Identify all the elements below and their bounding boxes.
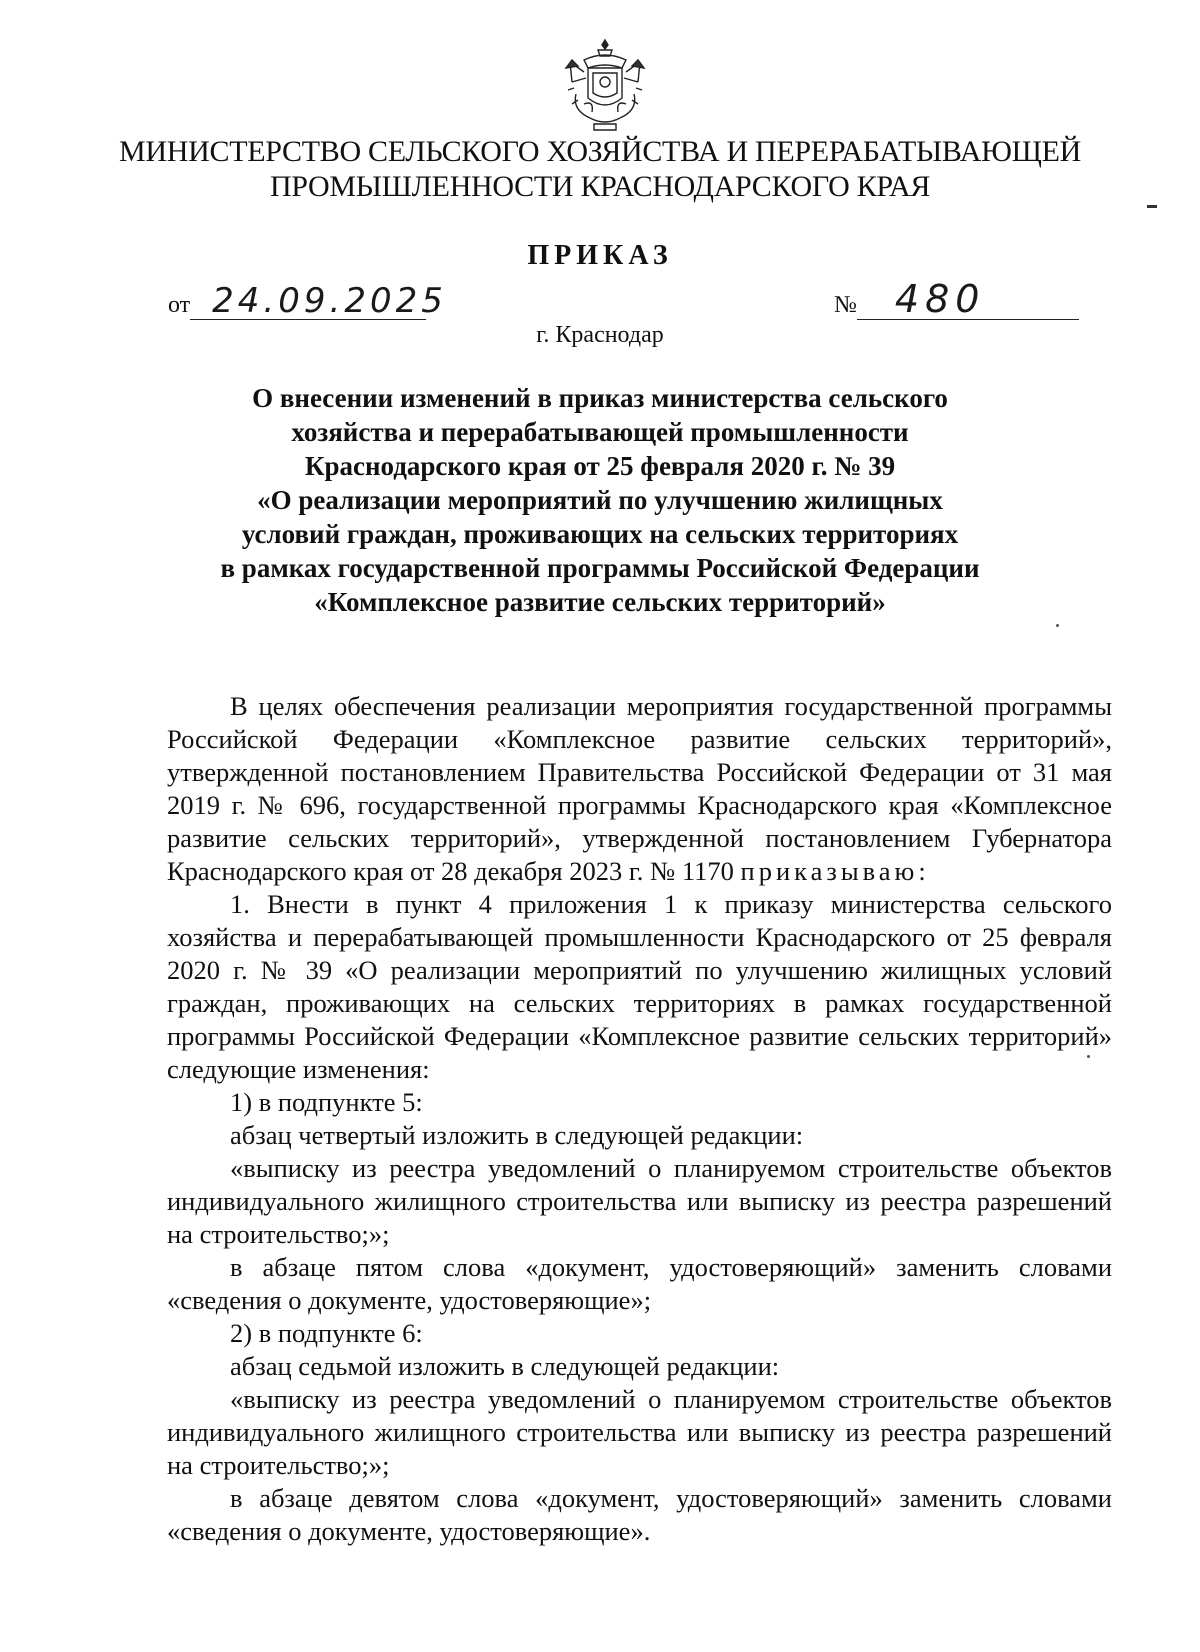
subject-line: «О реализации мероприятий по улучшению жилищных xyxy=(257,485,943,515)
order-number-line xyxy=(834,274,1079,320)
subitem-2-heading: 2) в подпункте 6: xyxy=(230,1318,423,1348)
order-date-line xyxy=(168,274,447,321)
subject-line: условий граждан, проживающих на сельских территориях xyxy=(241,519,959,549)
preamble-paragraph xyxy=(167,690,1112,888)
doc-type-title: ПРИКАЗ xyxy=(527,240,673,271)
subitem-2-paragraph-a: абзац седьмой изложить в следующей редакции: xyxy=(230,1351,780,1381)
city: г. Краснодар xyxy=(536,322,664,348)
order-word: приказываю: xyxy=(740,856,930,886)
number-prefix: № xyxy=(834,292,857,318)
order-subject xyxy=(0,381,1200,619)
subitem-1-paragraph-b: «выписку из реестра уведомлений о планируемом строительстве объектов индивидуального жилищного строительства или выписку из реестра разрешений на строительство;»; xyxy=(167,1153,1112,1249)
ministry-name-line2: ПРОМЫШЛЕННОСТИ КРАСНОДАРСКОГО КРАЯ xyxy=(269,170,931,203)
subject-line: Краснодарского края от 25 февраля 2020 г. № 39 xyxy=(304,451,896,481)
subject-line: «Комплексное развитие сельских территорий» xyxy=(314,587,886,617)
subitem-2-paragraph-c: в абзаце девятом слова «документ, удостоверяющий» заменить словами «сведения о документе, удостоверяющие». xyxy=(167,1483,1112,1546)
handwritten-number: 480 xyxy=(894,277,986,321)
subject-line: хозяйства и перерабатывающей промышленности xyxy=(291,417,909,447)
subject-line: О внесении изменений в приказ министерства сельского xyxy=(252,383,948,413)
ministry-name-line1: МИНИСТЕРСТВО СЕЛЬСКОГО ХОЗЯЙСТВА И ПЕРЕРАБАТЫВАЮЩЕЙ xyxy=(119,135,1081,168)
handwritten-date: 24.09.2025 xyxy=(212,281,447,321)
number-field xyxy=(857,275,1079,320)
subitem-1-paragraph-c: в абзаце пятом слова «документ, удостоверяющий» заменить словами «сведения о документе, удостоверяющие»; xyxy=(167,1252,1112,1315)
scan-speck xyxy=(1056,624,1059,627)
subitem-2-paragraph-b: «выписку из реестра уведомлений о планируемом строительстве объектов индивидуального жилищного строительства или выписку из реестра разрешений на строительство;»; xyxy=(167,1384,1112,1480)
date-prefix: от xyxy=(168,292,191,318)
krasnodar-coat-of-arms-icon xyxy=(562,38,648,134)
preamble-text: В целях обеспечения реализации мероприятия государственной программы Российской Федерации «Комплексное развитие сельских территорий», утвержденной постановлением Правительства Российской Федерации от 31 мая 2019 г. № 696, государственной программы Краснодарского края «Комплексное развитие сельских территорий», утвержденной постановлением Губернатора Краснодарского края от 28 декабря 2023 г. № 1170 xyxy=(167,691,1112,886)
scan-mark xyxy=(1147,205,1157,208)
subitem-1-heading: 1) в подпункте 5: xyxy=(230,1087,423,1117)
date-field xyxy=(190,275,447,321)
order-body xyxy=(167,690,1112,1548)
subject-line: в рамках государственной программы Российской Федерации xyxy=(220,553,980,583)
item-1-paragraph: 1. Внести в пункт 4 приложения 1 к приказу министерства сельского хозяйства и перерабатывающей промышленности Краснодарского от 25 февраля 2020 г. № 39 «О реализации мероприятий по улучшению жилищных условий граждан, проживающих на сельских территориях в рамках государственной программы Российской Федерации «Комплексное развитие сельских территорий» следующие изменения: xyxy=(167,889,1112,1084)
ministry-name xyxy=(0,134,1200,204)
subitem-1-paragraph-a: абзац четвертый изложить в следующей редакции: xyxy=(230,1120,804,1150)
